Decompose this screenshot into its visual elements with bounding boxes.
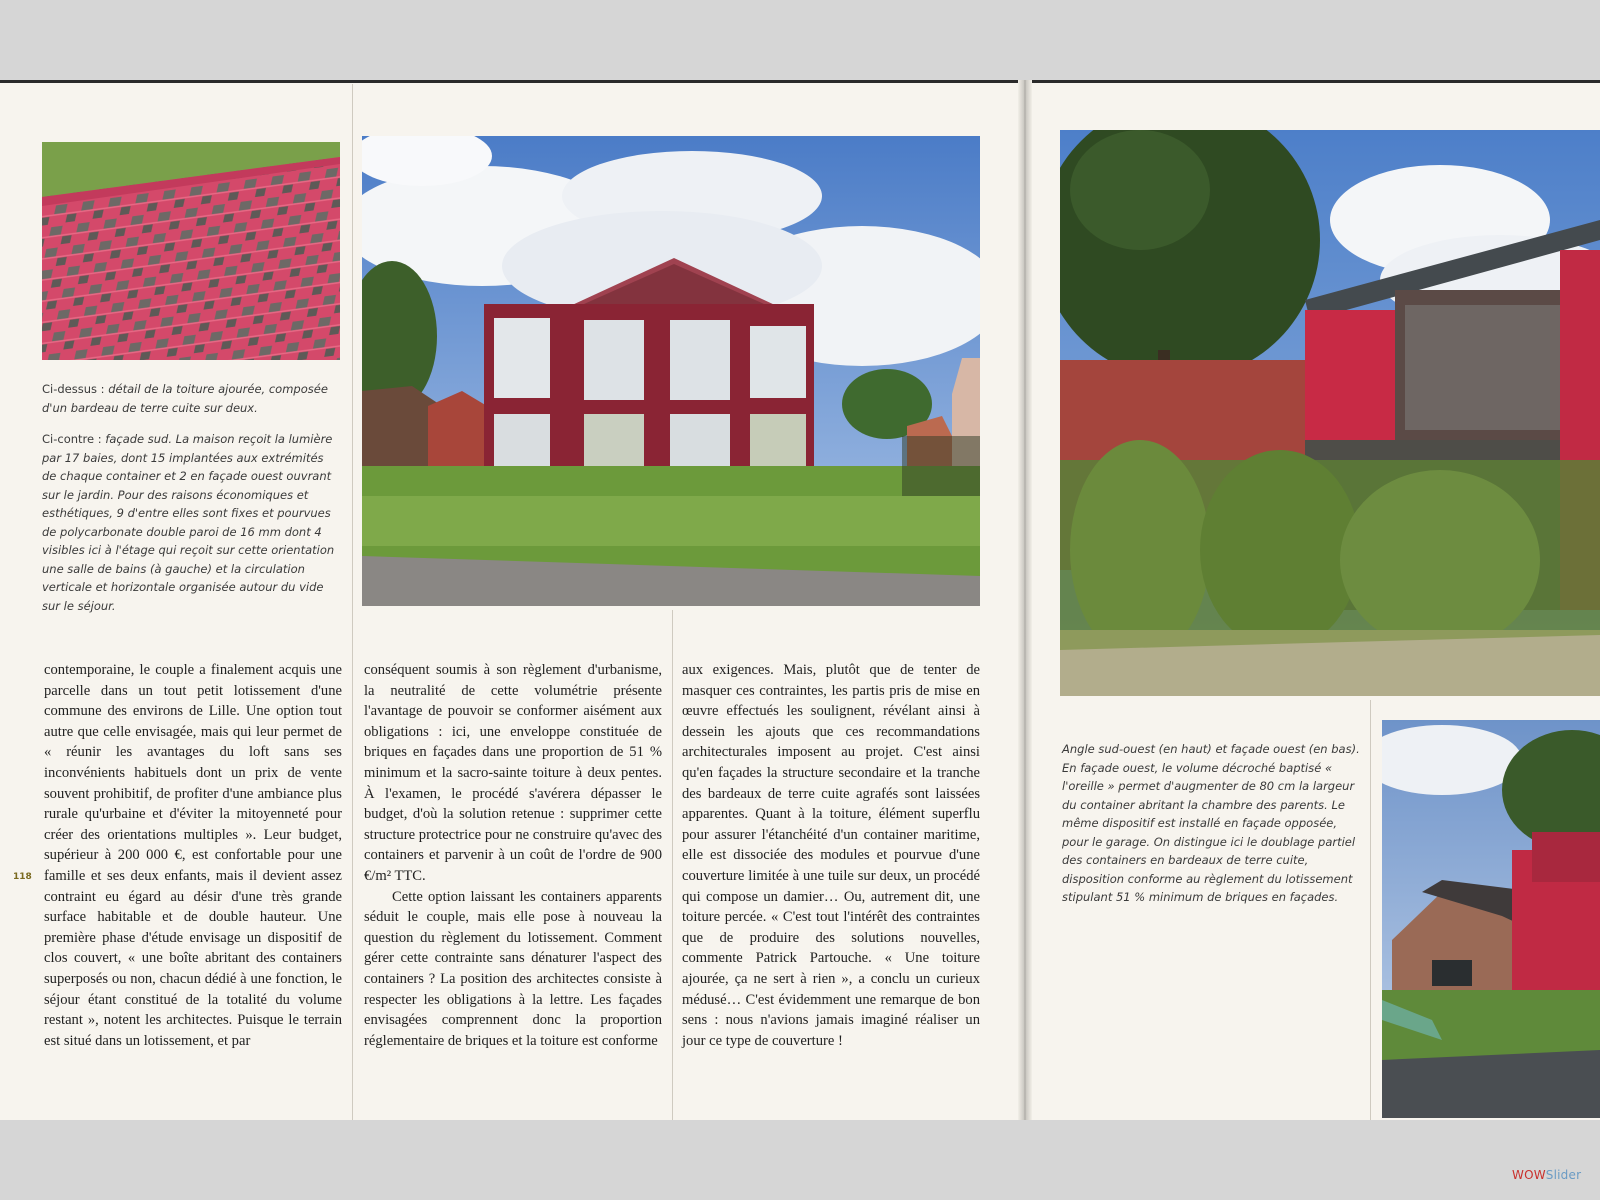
caption-text: détail de la toiture ajourée, composée d'un bardeau de terre cuite sur deux. xyxy=(42,382,328,415)
caption-west-facade xyxy=(1062,740,1360,917)
column-rule-2 xyxy=(672,610,673,1120)
body-paragraph: Cette option laissant les containers apparents séduit le couple, mais elle pose à nouveau la question du règlement du lotissement. Comment gérer cette contrainte sans dénaturer l'aspect des containers ? La position des architectes consiste à respecter les obligations à la lettre. Les façades envisagées comprennent donc la proportion réglementaire de briques et la toiture est conforme xyxy=(364,888,662,1049)
roof-detail-photo xyxy=(42,142,340,360)
caption-lead: Ci-contre : xyxy=(42,432,106,446)
west-facade-photo xyxy=(1382,720,1600,1118)
viewer-top-bar xyxy=(0,0,1600,80)
southwest-corner-photo xyxy=(1060,130,1600,696)
caption-text: Angle sud-ouest (en haut) et façade ouest (en bas). En façade ouest, le volume décroché baptisé « l'oreille » permet d'augmenter de 80 cm la largeur du container abritant la chambre des parents. Le même dispositif est installé en façade opposée, pour le garage. On distingue ici le doublage partiel des containers en bardeaux de terre cuite, disposition conforme au règlement du lotissement stipulant 51 % minimum de briques en façades. xyxy=(1062,742,1360,904)
caption-text: façade sud. La maison reçoit la lumière par 17 baies, dont 15 implantées aux extrémités de chaque container et 2 en façade ouest ouvrant sur le jardin. Pour des raisons économiques et esthétiques, 9 d'entre elles sont fixes et pourvues de polycarbonate double paroi de 16 mm dont 4 visibles ici à l'étage qui reçoit sur cette orientation une salle de bains (à gauche) et la circulation verticale et horizontale organisée autour du vide sur le séjour. xyxy=(42,432,335,613)
watermark-brand-b: Slider xyxy=(1545,1168,1582,1182)
body-column-3 xyxy=(682,660,980,1051)
body-paragraph: aux exigences. Mais, plutôt que de tenter de masquer ces contraintes, les partis pris de mise en œuvre effectués les soulignent, révélant ainsi à dessein les ajouts que ces recommandations architecturales imposent au projet. C'est ainsi qu'en façades la structure secondaire et la tranche des bardeaux de terre cuite agrafés sont laissées apparentes. Quant à la toiture, élément superflu pour assurer l'étanchéité d'un container maritime, elle est dissociée des modules et pourvue d'une couverture limitée à une tuile sur deux, un procédé qui compose un damier… Ou, autrement dit, une toiture percée. « C'est tout l'intérêt des contraintes que de produire des solutions nouvelles, commente Patrick Partouche. « Une toiture ajourée, ça ne sert à rien », a conclu un curieux médusé… C'est évidemment une remarque de bon sens : nous n'avions jamais imaginé réaliser un jour ce type de couverture ! xyxy=(682,662,980,1049)
body-paragraph: conséquent soumis à son règlement d'urbanisme, la neutralité de cette volumétrie présente l'avantage de pouvoir se conformer aisément aux obligations : ici, une enveloppe constituée de briques en façades dans une proportion de 51 % minimum et la sacro-sainte toiture à deux pentes. À l'examen, le procédé s'avérera dépasser le budget, d'où la solution retenue : supprimer cette structure protectrice pour ne construire qu'avec des containers et parvenir à un coût de l'ordre de 900 €/m² TTC. xyxy=(364,662,662,884)
page-gutter xyxy=(1018,80,1032,1120)
page-number: 118 xyxy=(13,872,32,882)
watermark-brand-a: WOW xyxy=(1512,1168,1546,1182)
caption-south-facade xyxy=(42,430,340,625)
body-paragraph: contemporaine, le couple a finalement acquis une parcelle dans un tout petit lotissement d'une commune des environs de Lille. Une option tout autre que celle envisagée, mais qui leur permet de « réunir les avantages du loft sans ses inconvénients habituels dont un prix de vente souvent prohibitif, de profiter d'une ambiance plus rurale qu'urbaine et d'éviter la mitoyenneté pour créer des orientations multiples ». Leur budget, supérieur à 200 000 €, est confortable pour une famille et ses deux enfants, mais il devient assez contraint eu égard au désir d'une très grande surface habitable et de double hauteur. Une première phase d'étude envisage un dispositif de clos couvert, « une boîte abritant des containers superposés ou non, chacun dédié à une fonction, le séjour étant constitué de la totalité du volume restant », notent les architectes. Puisque le terrain est situé dans un lotissement, et par xyxy=(44,662,342,1049)
south-facade-photo xyxy=(362,136,980,606)
column-rule-3 xyxy=(1370,700,1371,1120)
caption-lead: Ci-dessus : xyxy=(42,382,109,396)
slider-watermark xyxy=(1512,1168,1581,1182)
body-column-2 xyxy=(364,660,662,1051)
column-rule-1 xyxy=(352,84,353,1120)
viewer-bottom-bar xyxy=(0,1120,1600,1200)
caption-roof-detail xyxy=(42,380,340,427)
body-column-1 xyxy=(44,660,342,1051)
